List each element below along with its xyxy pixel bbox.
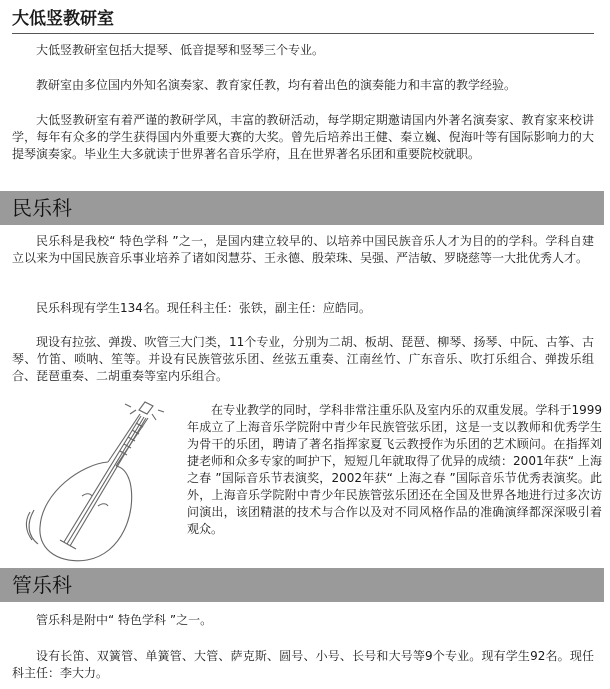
section-title-minyue: 民乐科 bbox=[0, 191, 604, 225]
paragraph: 现设有拉弦、弹拨、吹管三大门类，11个专业，分别为二胡、板胡、琵琶、柳琴、扬琴、中阮、古筝、古琴、竹笛、唢呐、笙等。并设有民族管弦乐团、丝弦五重奏、江南丝竹、广东音乐、吹打乐组合、弹拨乐组合、琵琶重奏、二胡重奏等室内乐组合。 bbox=[12, 335, 594, 383]
pipa-icon bbox=[12, 392, 177, 567]
paragraph: 在专业教学的同时，学科非常注重乐队及室内乐的双重发展。学科于1999年成立了上海音乐学院附中青少年民族管弦乐团，这是一支以教师和优秀学生为骨干的乐团，聘请了著名指挥家夏飞云教授作为乐团的艺术顾问。在指挥刘捷老师和众多专家的呵护下，短短几年就取得了优异的成绩：2001年获“ 上海之春 ”国际音乐节表演奖，2002年获“ 上海之春 ”国际音乐节优秀表演奖。此外，上海音乐学院附中青少年民族管弦乐团还在全国及世界各地进行过多次访问演出，该团精湛的技术与合作以及对不同风格作品的准确演绎都深深吸引着观众。 bbox=[187, 403, 602, 536]
paragraph: 民乐科现有学生134名。现任科主任：张铁，副主任：应皓同。 bbox=[36, 301, 371, 315]
paragraph: 管乐科是附中“ 特色学科 ”之一。 bbox=[36, 613, 213, 627]
paragraph: 设有长笛、双簧管、单簧管、大管、萨克斯、圆号、小号、长号和大号等9个专业。现有学生92名。现任科主任：李大力。 bbox=[12, 649, 594, 680]
paragraph: 教研室由多位国内外知名演奏家、教育家任教，均有着出色的演奏能力和丰富的教学经验。 bbox=[36, 78, 517, 92]
paragraph: 大低竖教研室有着严谨的教研学风，丰富的教研活动，每学期定期邀请国内外著名演奏家、教育家来校讲学，每年有众多的学生获得国内外重要大赛的大奖。曾先后培养出王健、秦立巍、倪海叶等有国际影响力的大提琴演奏家。毕业生大多就读于世界著名音乐学府，且在世界著名乐团和重要院校就职。 bbox=[12, 113, 594, 161]
section-title-guanyue: 管乐科 bbox=[0, 568, 604, 602]
paragraph: 民乐科是我校“ 特色学科 ”之一，是国内建立较早的、以培养中国民族音乐人才为目的的学科。学科自建立以来为中国民族音乐事业培养了诸如闵慧芬、王永德、殷荣珠、吴强、严洁敏、罗晓慈等一大批优秀人才。 bbox=[12, 234, 594, 265]
paragraph: 大低竖教研室包括大提琴、低音提琴和竖琴三个专业。 bbox=[36, 43, 325, 57]
section-title-dadishu: 大低竖教研室 bbox=[12, 8, 594, 34]
